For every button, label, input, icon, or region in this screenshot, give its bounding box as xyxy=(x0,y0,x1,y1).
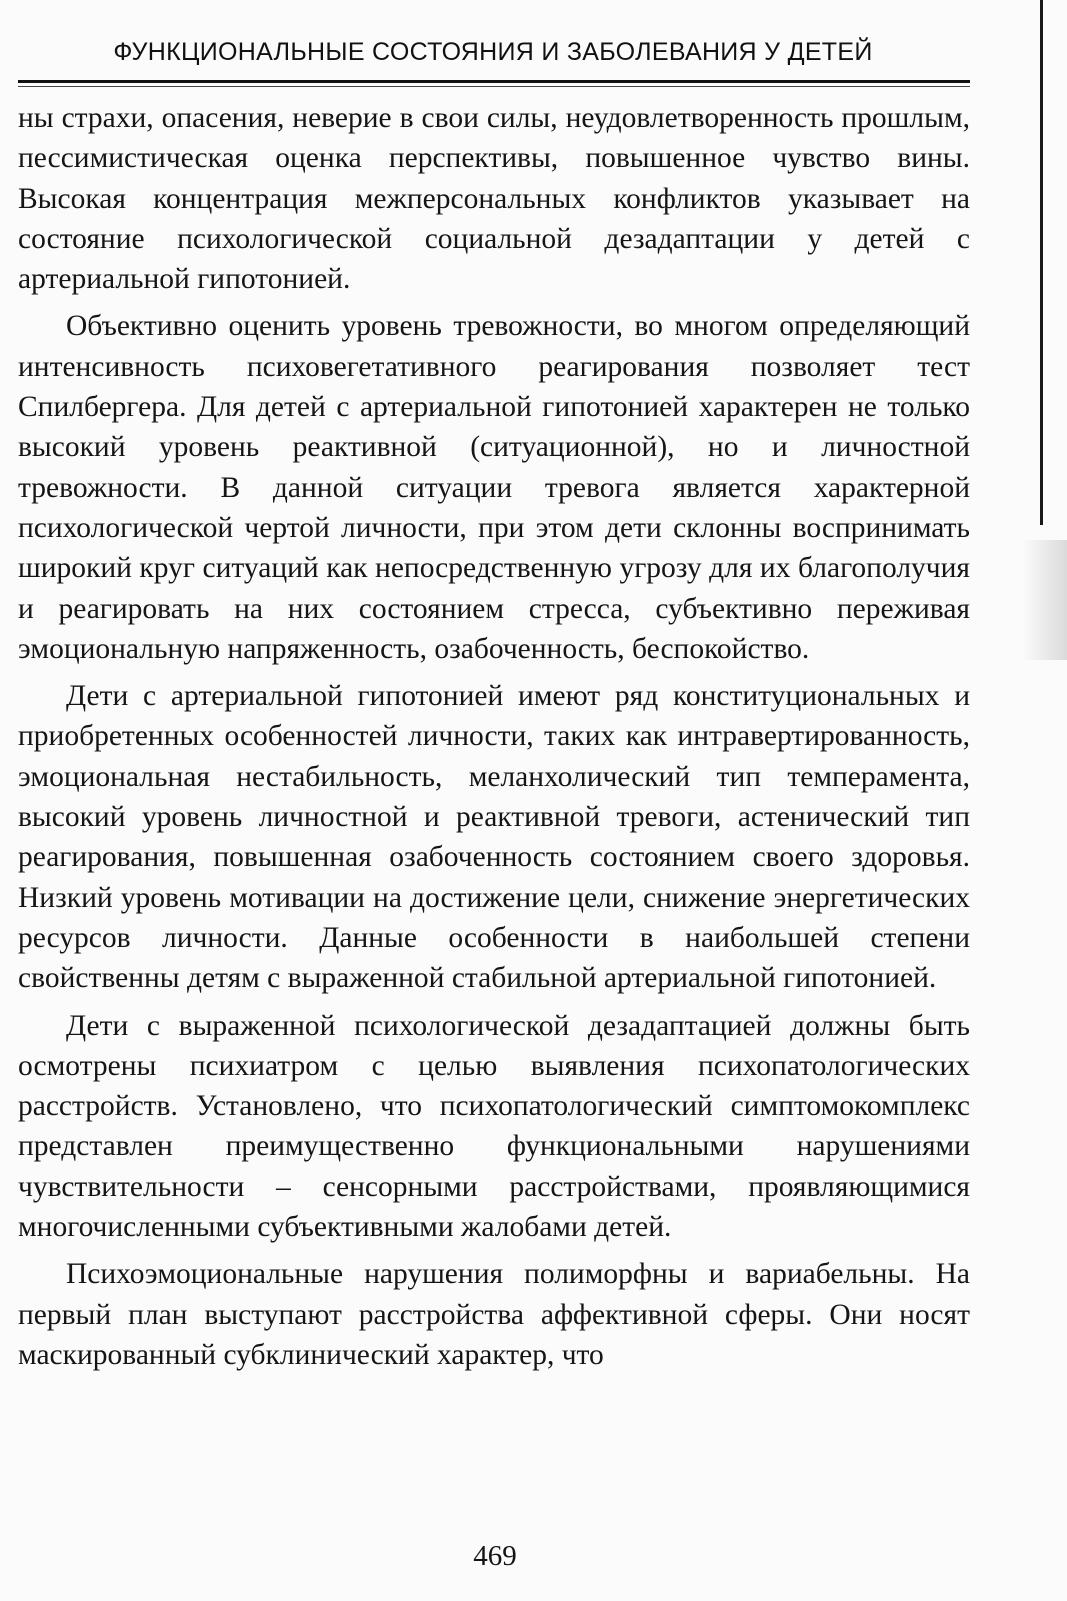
paragraph: Психоэмоциональные нарушения полиморфны и вариабельны. На первый план выступают расстройства аффективной сферы. Они носят маскированный субклинический характер, что xyxy=(18,1258,970,1371)
header-rule xyxy=(18,80,970,83)
page-edge-shadow xyxy=(1022,540,1067,660)
page-number: 469 xyxy=(473,1540,517,1572)
page-edge-line xyxy=(1040,0,1043,525)
paragraph: Объективно оценить уровень тревожности, во многом определяющий интенсивность психовегетативного реагирования позволяет тест Спилбергера. Для детей с артериальной гипотонией характерен не только высокий уровень реактивной (ситуационной), но и личностной тревожности. В данной ситуации тревога является характерной психологической чертой личности, при этом дети склонны воспринимать широкий круг ситуаций как непосредственную угрозу для их благополучия и реагировать на них состоянием стресса, субъективно переживая эмоциональную напряженность, озабоченность, беспокойство. xyxy=(18,310,970,665)
paragraph: Дети с артериальной гипотонией имеют ряд конституциональных и приобретенных особенностей личности, таких как интравертированность, эмоциональная нестабильность, меланхолический тип темперамента, высокий уровень личностной и реактивной тревоги, астенический тип реагирования, повышенная озабоченность состоянием своего здоровья. Низкий уровень мотивации на достижение цели, снижение энергетических ресурсов личности. Данные особенности в наибольшей степени свойственны детям с выраженной стабильной артериальной гипотонией. xyxy=(18,680,970,995)
body-text xyxy=(18,98,970,1382)
paragraph: Дети с выраженной психологической дезадаптацией должны быть осмотрены психиатром с целью выявления психопатологических расстройств. Установлено, что психопатологический симптомокомплекс представлен преимущественно функциональными нарушениями чувствительности – сенсорными расстройствами, проявляющимися многочисленными субъективными жалобами детей. xyxy=(18,1009,970,1244)
header-rule-thin xyxy=(18,86,970,87)
running-header: ФУНКЦИОНАЛЬНЫЕ СОСТОЯНИЯ И ЗАБОЛЕВАНИЯ У ДЕТЕЙ xyxy=(113,38,873,66)
paragraph: ны страхи, опасения, неверие в свои силы, неудовлетворенность прошлым, пессимистическая оценка перспективы, повышенное чувство вины. Высокая концентрация межперсональных конфликтов указывает на состояние психологической социальной дезадаптации у детей с артериальной гипотонией. xyxy=(18,102,970,296)
